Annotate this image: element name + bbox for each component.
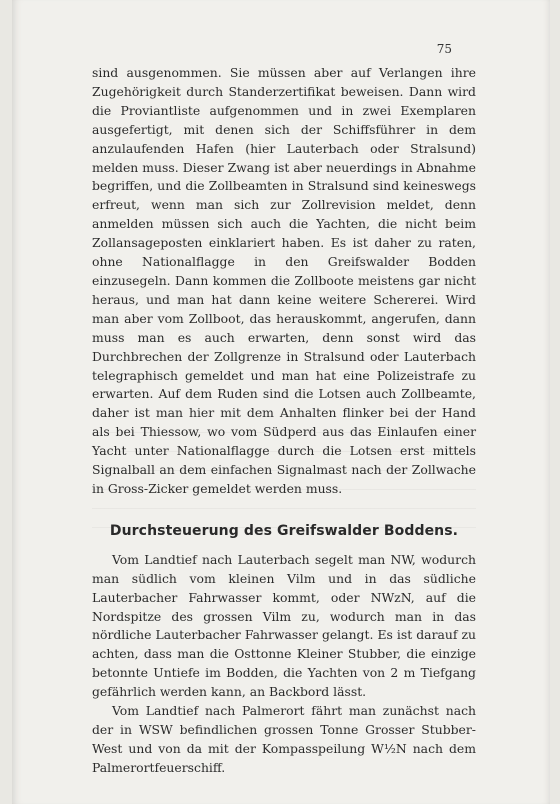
page-number: 75 <box>436 42 452 56</box>
paragraph-customs: sind ausgenommen. Sie müssen aber auf Verlangen ihre Zugehörigkeit durch Standerzertifikat beweisen. Dann wird die Proviantliste aufgenommen und in zwei Exemplaren ausgefertigt, mit denen sich der Schiffsführer in dem anzulaufenden Hafen (hier Lauterbach oder Stralsund) melden muss. Dieser Zwang ist aber neuerdings in Abnahme begriffen, und die Zollbeamten in Stralsund sind keineswegs erfreut, wenn man sich zur Zollrevision meldet, denn anmelden müssen sich auch die Yachten, die nicht beim Zollansageposten einklariert haben. Es ist daher zu raten, ohne Nationalflagge in den Greifswalder Bodden einzusegeln. Dann kommen die Zollboote meistens gar nicht heraus, und man hat dann keine weitere Schererei. Wird man aber vom Zollboot, das herauskommt, angerufen, dann muss man es auch erwarten, denn sonst wird das Durchbrechen der Zollgrenze in Stralsund oder Lauterbach telegraphisch gemeldet und man hat eine Polizeistrafe zu erwarten. Auf dem Ruden sind die Lotsen auch Zollbeamte, daher ist man hier mit dem Anhalten flinker bei der Hand als bei Thiessow, wo vom Südperd aus das Einlaufen einer Yacht unter Nationalflagge durch die Lotsen erst mittels Signalball an dem einfachen Signalmast nach der Zollwache in Gross-Zicker gemeldet werden muss. <box>92 65 476 496</box>
book-page <box>12 0 550 804</box>
text-body <box>92 64 476 778</box>
paragraph-landtief-lauterbach: Vom Landtief nach Lauterbach segelt man NW, wodurch man südlich vom kleinen Vilm und in das südliche Lauterbacher Fahrwasser kommt, oder NWzN, auf die Nordspitze des grossen Vilm zu, wodurch man in das nördliche Lauterbacher Fahrwasser gelangt. Es ist darauf zu achten, dass man die Osttonne Kleiner Stubber, die einzige betonnte Untiefe im Bodden, die Yachten von 2 m Tiefgang gefährlich werden kann, an Backbord lässt. <box>92 551 476 700</box>
section-heading: Durchsteuerung des Greifswalder Boddens. <box>109 522 459 539</box>
paragraph-landtief-palmerort: Vom Landtief nach Palmerort fährt man zunächst nach der in WSW befindlichen grossen Tonne Grosser Stubber-West und von da mit der Kompasspeilung W½N nach dem Palmerortfeuerschiff. <box>92 703 476 775</box>
